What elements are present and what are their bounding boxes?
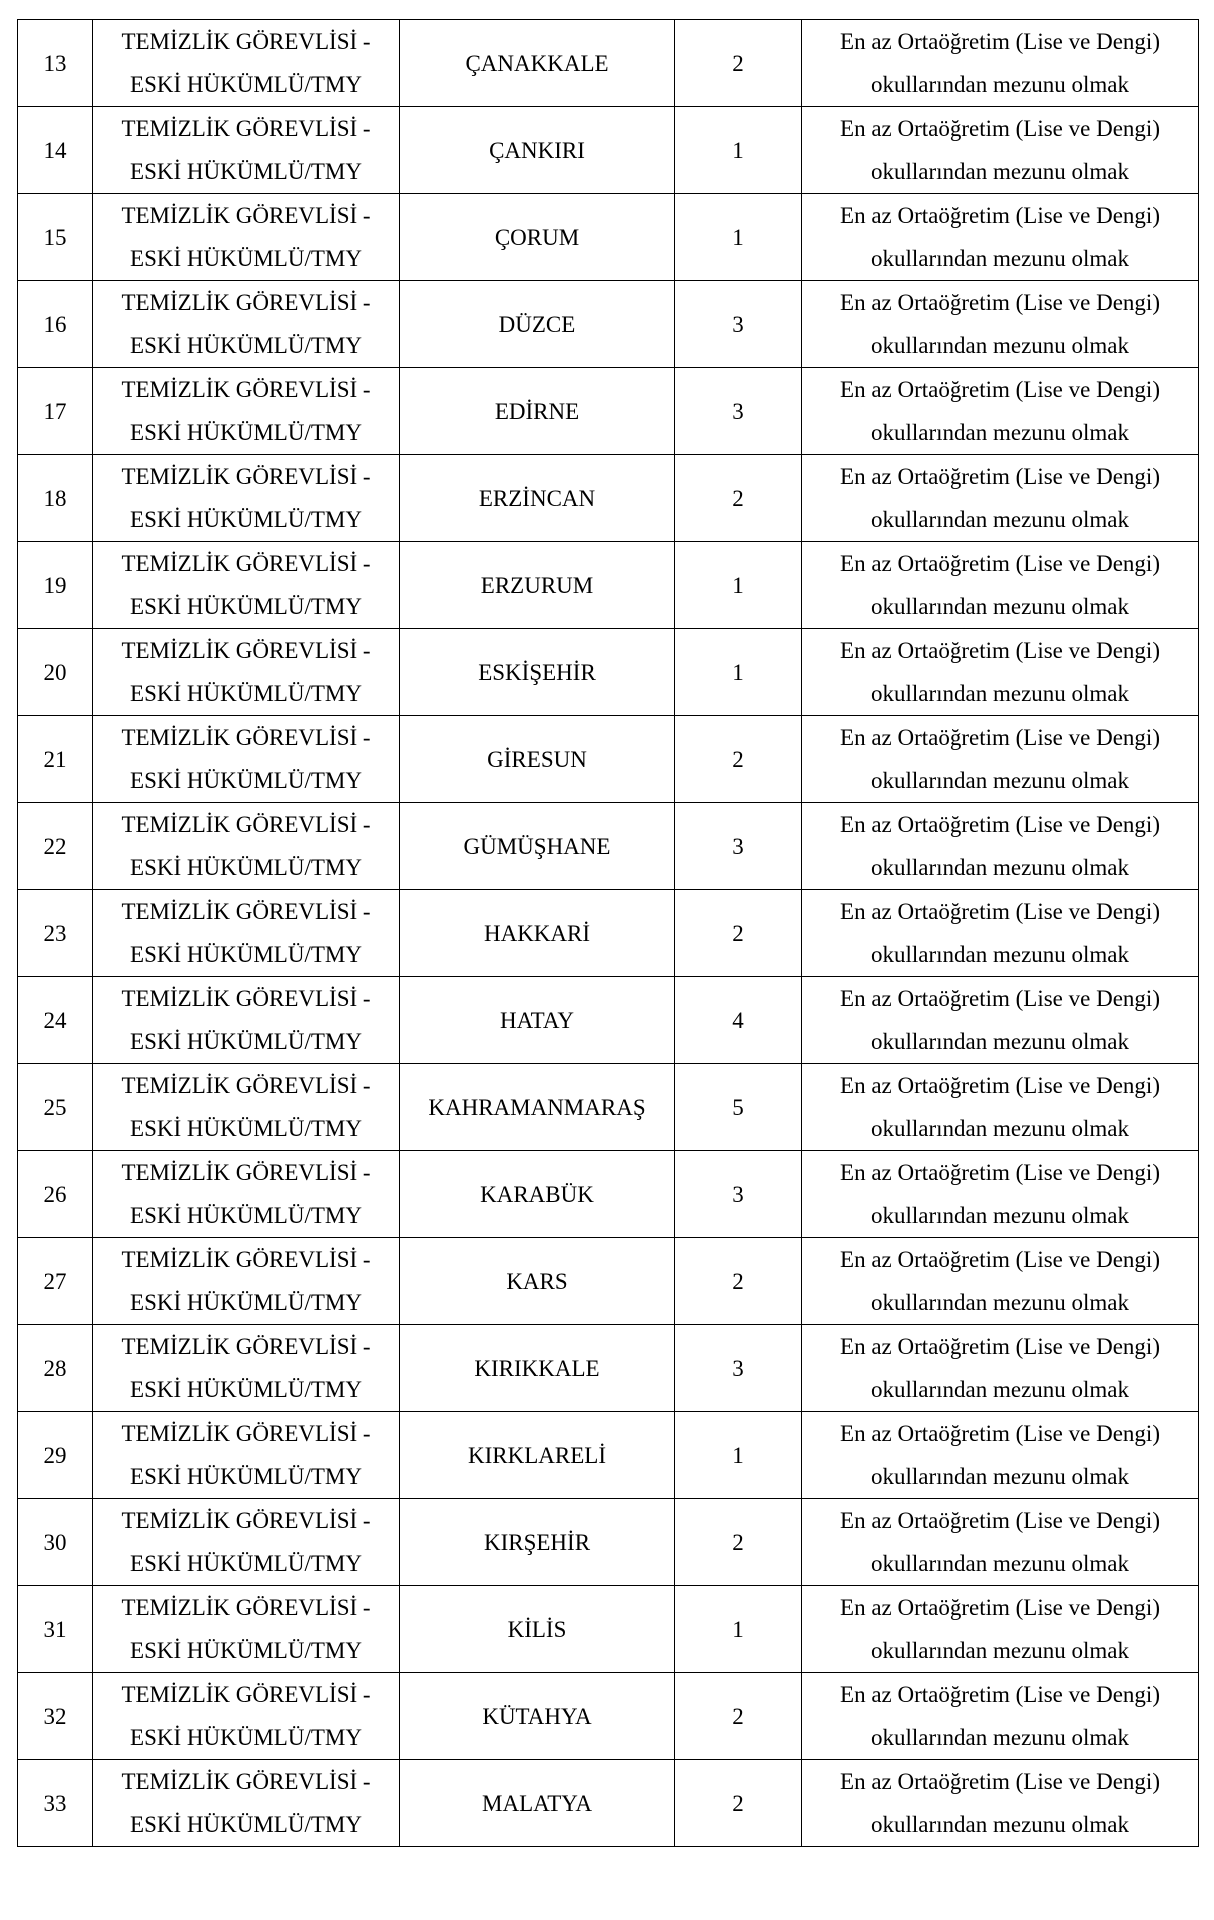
position-count: 1 (675, 1412, 802, 1499)
position-line-2: ESKİ HÜKÜMLÜ/TMY (130, 594, 362, 619)
position-title (93, 542, 400, 629)
position-count: 4 (675, 977, 802, 1064)
requirement-line-1: En az Ortaöğretim (Lise ve Dengi) (840, 1247, 1160, 1272)
position-line-2: ESKİ HÜKÜMLÜ/TMY (130, 333, 362, 358)
requirement (802, 1586, 1199, 1673)
position-line-1: TEMİZLİK GÖREVLİSİ - (121, 1682, 371, 1707)
position-line-1: TEMİZLİK GÖREVLİSİ - (121, 1334, 371, 1359)
requirement (802, 455, 1199, 542)
requirement-line-1: En az Ortaöğretim (Lise ve Dengi) (840, 1421, 1160, 1446)
requirement (802, 1499, 1199, 1586)
position-count: 3 (675, 1325, 802, 1412)
position-line-1: TEMİZLİK GÖREVLİSİ - (121, 1247, 371, 1272)
requirement (802, 890, 1199, 977)
requirement-line-2: okullarından mezunu olmak (870, 1116, 1130, 1141)
requirement-line-2: okullarından mezunu olmak (870, 1029, 1130, 1054)
position-line-1: TEMİZLİK GÖREVLİSİ - (121, 986, 371, 1011)
table-row (18, 977, 1199, 1064)
requirement (802, 20, 1199, 107)
requirement-line-2: okullarından mezunu olmak (870, 768, 1130, 793)
requirement-line-1: En az Ortaöğretim (Lise ve Dengi) (840, 638, 1160, 663)
position-line-2: ESKİ HÜKÜMLÜ/TMY (130, 1464, 362, 1489)
city: ERZİNCAN (400, 455, 675, 542)
position-count: 1 (675, 107, 802, 194)
requirement-line-1: En az Ortaöğretim (Lise ve Dengi) (840, 899, 1160, 924)
position-line-2: ESKİ HÜKÜMLÜ/TMY (130, 1377, 362, 1402)
row-number: 18 (18, 455, 93, 542)
position-line-2: ESKİ HÜKÜMLÜ/TMY (130, 768, 362, 793)
table-row (18, 1238, 1199, 1325)
position-title (93, 977, 400, 1064)
position-title (93, 629, 400, 716)
row-number: 22 (18, 803, 93, 890)
position-line-1: TEMİZLİK GÖREVLİSİ - (121, 377, 371, 402)
city: KARS (400, 1238, 675, 1325)
city: KÜTAHYA (400, 1673, 675, 1760)
requirement (802, 1760, 1199, 1847)
requirement-line-2: okullarından mezunu olmak (870, 159, 1130, 184)
position-count: 3 (675, 281, 802, 368)
row-number: 20 (18, 629, 93, 716)
table-row (18, 1151, 1199, 1238)
requirement-line-1: En az Ortaöğretim (Lise ve Dengi) (840, 116, 1160, 141)
position-count: 1 (675, 629, 802, 716)
position-line-1: TEMİZLİK GÖREVLİSİ - (121, 1595, 371, 1620)
table-row (18, 1760, 1199, 1847)
position-line-2: ESKİ HÜKÜMLÜ/TMY (130, 1116, 362, 1141)
position-line-1: TEMİZLİK GÖREVLİSİ - (121, 1160, 371, 1185)
position-count: 3 (675, 803, 802, 890)
position-line-2: ESKİ HÜKÜMLÜ/TMY (130, 1812, 362, 1837)
row-number: 14 (18, 107, 93, 194)
city: GÜMÜŞHANE (400, 803, 675, 890)
city: HAKKARİ (400, 890, 675, 977)
requirement (802, 629, 1199, 716)
table-row (18, 803, 1199, 890)
requirement-line-1: En az Ortaöğretim (Lise ve Dengi) (840, 725, 1160, 750)
position-count: 3 (675, 1151, 802, 1238)
position-line-1: TEMİZLİK GÖREVLİSİ - (121, 1073, 371, 1098)
table-row (18, 1325, 1199, 1412)
row-number: 27 (18, 1238, 93, 1325)
position-line-2: ESKİ HÜKÜMLÜ/TMY (130, 507, 362, 532)
position-line-2: ESKİ HÜKÜMLÜ/TMY (130, 1029, 362, 1054)
position-line-2: ESKİ HÜKÜMLÜ/TMY (130, 942, 362, 967)
position-count: 1 (675, 1586, 802, 1673)
city: ESKİŞEHİR (400, 629, 675, 716)
city: KİLİS (400, 1586, 675, 1673)
position-count: 1 (675, 542, 802, 629)
requirement-line-2: okullarından mezunu olmak (870, 855, 1130, 880)
position-title (93, 1499, 400, 1586)
row-number: 17 (18, 368, 93, 455)
row-number: 33 (18, 1760, 93, 1847)
position-count: 5 (675, 1064, 802, 1151)
requirement-line-1: En az Ortaöğretim (Lise ve Dengi) (840, 986, 1160, 1011)
position-line-2: ESKİ HÜKÜMLÜ/TMY (130, 159, 362, 184)
position-line-1: TEMİZLİK GÖREVLİSİ - (121, 116, 371, 141)
requirement-line-2: okullarından mezunu olmak (870, 1812, 1130, 1837)
position-count: 2 (675, 1499, 802, 1586)
city: ERZURUM (400, 542, 675, 629)
requirement (802, 1673, 1199, 1760)
position-line-2: ESKİ HÜKÜMLÜ/TMY (130, 246, 362, 271)
position-title (93, 194, 400, 281)
city: ÇANKIRI (400, 107, 675, 194)
position-title (93, 20, 400, 107)
row-number: 19 (18, 542, 93, 629)
table-row (18, 20, 1199, 107)
requirement (802, 1064, 1199, 1151)
position-count: 2 (675, 716, 802, 803)
requirement (802, 194, 1199, 281)
position-title (93, 1238, 400, 1325)
table-row (18, 455, 1199, 542)
position-line-1: TEMİZLİK GÖREVLİSİ - (121, 551, 371, 576)
position-line-2: ESKİ HÜKÜMLÜ/TMY (130, 420, 362, 445)
row-number: 16 (18, 281, 93, 368)
requirement-line-1: En az Ortaöğretim (Lise ve Dengi) (840, 812, 1160, 837)
position-title (93, 1325, 400, 1412)
position-title (93, 1586, 400, 1673)
table-body (18, 20, 1199, 1847)
requirement-line-2: okullarından mezunu olmak (870, 333, 1130, 358)
position-line-1: TEMİZLİK GÖREVLİSİ - (121, 899, 371, 924)
city: GİRESUN (400, 716, 675, 803)
position-title (93, 1673, 400, 1760)
requirement (802, 542, 1199, 629)
requirement-line-2: okullarından mezunu olmak (870, 1290, 1130, 1315)
city: HATAY (400, 977, 675, 1064)
position-line-2: ESKİ HÜKÜMLÜ/TMY (130, 72, 362, 97)
requirement-line-1: En az Ortaöğretim (Lise ve Dengi) (840, 377, 1160, 402)
position-count: 2 (675, 1673, 802, 1760)
requirement-line-2: okullarından mezunu olmak (870, 420, 1130, 445)
requirement-line-1: En az Ortaöğretim (Lise ve Dengi) (840, 203, 1160, 228)
position-count: 1 (675, 194, 802, 281)
requirement (802, 107, 1199, 194)
row-number: 31 (18, 1586, 93, 1673)
positions-table (17, 19, 1199, 1847)
requirement-line-2: okullarından mezunu olmak (870, 594, 1130, 619)
position-count: 2 (675, 1760, 802, 1847)
position-line-2: ESKİ HÜKÜMLÜ/TMY (130, 1638, 362, 1663)
position-line-2: ESKİ HÜKÜMLÜ/TMY (130, 681, 362, 706)
city: MALATYA (400, 1760, 675, 1847)
table-row (18, 716, 1199, 803)
row-number: 26 (18, 1151, 93, 1238)
row-number: 32 (18, 1673, 93, 1760)
position-count: 2 (675, 890, 802, 977)
position-line-2: ESKİ HÜKÜMLÜ/TMY (130, 1725, 362, 1750)
row-number: 13 (18, 20, 93, 107)
row-number: 25 (18, 1064, 93, 1151)
requirement (802, 716, 1199, 803)
table-row (18, 890, 1199, 977)
requirement-line-1: En az Ortaöğretim (Lise ve Dengi) (840, 1769, 1160, 1794)
requirement (802, 1151, 1199, 1238)
position-title (93, 281, 400, 368)
requirement-line-1: En az Ortaöğretim (Lise ve Dengi) (840, 1160, 1160, 1185)
requirement (802, 368, 1199, 455)
table-row (18, 1673, 1199, 1760)
requirement (802, 1412, 1199, 1499)
requirement-line-1: En az Ortaöğretim (Lise ve Dengi) (840, 1682, 1160, 1707)
requirement-line-1: En az Ortaöğretim (Lise ve Dengi) (840, 1073, 1160, 1098)
position-line-1: TEMİZLİK GÖREVLİSİ - (121, 203, 371, 228)
requirement-line-2: okullarından mezunu olmak (870, 246, 1130, 271)
table-row (18, 194, 1199, 281)
position-title (93, 107, 400, 194)
row-number: 21 (18, 716, 93, 803)
position-line-2: ESKİ HÜKÜMLÜ/TMY (130, 1551, 362, 1576)
requirement-line-2: okullarından mezunu olmak (870, 1377, 1130, 1402)
row-number: 15 (18, 194, 93, 281)
requirement (802, 281, 1199, 368)
requirement-line-1: En az Ortaöğretim (Lise ve Dengi) (840, 290, 1160, 315)
position-title (93, 1760, 400, 1847)
row-number: 30 (18, 1499, 93, 1586)
position-line-1: TEMİZLİK GÖREVLİSİ - (121, 725, 371, 750)
requirement-line-1: En az Ortaöğretim (Lise ve Dengi) (840, 1595, 1160, 1620)
position-title (93, 803, 400, 890)
position-line-1: TEMİZLİK GÖREVLİSİ - (121, 812, 371, 837)
requirement (802, 977, 1199, 1064)
position-title (93, 716, 400, 803)
position-line-1: TEMİZLİK GÖREVLİSİ - (121, 638, 371, 663)
table-row (18, 542, 1199, 629)
position-title (93, 1151, 400, 1238)
city: ÇORUM (400, 194, 675, 281)
table-row (18, 1586, 1199, 1673)
position-line-1: TEMİZLİK GÖREVLİSİ - (121, 1421, 371, 1446)
requirement-line-2: okullarından mezunu olmak (870, 507, 1130, 532)
position-count: 2 (675, 1238, 802, 1325)
position-title (93, 890, 400, 977)
requirement (802, 803, 1199, 890)
position-count: 3 (675, 368, 802, 455)
position-count: 2 (675, 20, 802, 107)
position-title (93, 1412, 400, 1499)
requirement-line-1: En az Ortaöğretim (Lise ve Dengi) (840, 551, 1160, 576)
city: KAHRAMANMARAŞ (400, 1064, 675, 1151)
city: DÜZCE (400, 281, 675, 368)
table-row (18, 1412, 1199, 1499)
row-number: 28 (18, 1325, 93, 1412)
requirement-line-2: okullarından mezunu olmak (870, 681, 1130, 706)
city: KIRŞEHİR (400, 1499, 675, 1586)
position-count: 2 (675, 455, 802, 542)
city: KIRIKKALE (400, 1325, 675, 1412)
position-line-1: TEMİZLİK GÖREVLİSİ - (121, 290, 371, 315)
table-row (18, 1064, 1199, 1151)
requirement-line-1: En az Ortaöğretim (Lise ve Dengi) (840, 29, 1160, 54)
position-line-1: TEMİZLİK GÖREVLİSİ - (121, 464, 371, 489)
table-row (18, 281, 1199, 368)
requirement-line-2: okullarından mezunu olmak (870, 1551, 1130, 1576)
position-line-2: ESKİ HÜKÜMLÜ/TMY (130, 1290, 362, 1315)
table-row (18, 368, 1199, 455)
position-line-1: TEMİZLİK GÖREVLİSİ - (121, 29, 371, 54)
position-title (93, 455, 400, 542)
position-line-2: ESKİ HÜKÜMLÜ/TMY (130, 855, 362, 880)
table-row (18, 629, 1199, 716)
requirement (802, 1325, 1199, 1412)
table-row (18, 107, 1199, 194)
table-row (18, 1499, 1199, 1586)
requirement-line-2: okullarından mezunu olmak (870, 1464, 1130, 1489)
city: EDİRNE (400, 368, 675, 455)
position-title (93, 1064, 400, 1151)
requirement-line-1: En az Ortaöğretim (Lise ve Dengi) (840, 1508, 1160, 1533)
requirement-line-1: En az Ortaöğretim (Lise ve Dengi) (840, 464, 1160, 489)
requirement-line-2: okullarından mezunu olmak (870, 1638, 1130, 1663)
position-line-2: ESKİ HÜKÜMLÜ/TMY (130, 1203, 362, 1228)
row-number: 24 (18, 977, 93, 1064)
position-line-1: TEMİZLİK GÖREVLİSİ - (121, 1769, 371, 1794)
requirement-line-1: En az Ortaöğretim (Lise ve Dengi) (840, 1334, 1160, 1359)
position-title (93, 368, 400, 455)
requirement (802, 1238, 1199, 1325)
row-number: 29 (18, 1412, 93, 1499)
requirement-line-2: okullarından mezunu olmak (870, 72, 1130, 97)
city: KARABÜK (400, 1151, 675, 1238)
row-number: 23 (18, 890, 93, 977)
city: KIRKLARELİ (400, 1412, 675, 1499)
requirement-line-2: okullarından mezunu olmak (870, 942, 1130, 967)
position-line-1: TEMİZLİK GÖREVLİSİ - (121, 1508, 371, 1533)
city: ÇANAKKALE (400, 20, 675, 107)
requirement-line-2: okullarından mezunu olmak (870, 1203, 1130, 1228)
requirement-line-2: okullarından mezunu olmak (870, 1725, 1130, 1750)
